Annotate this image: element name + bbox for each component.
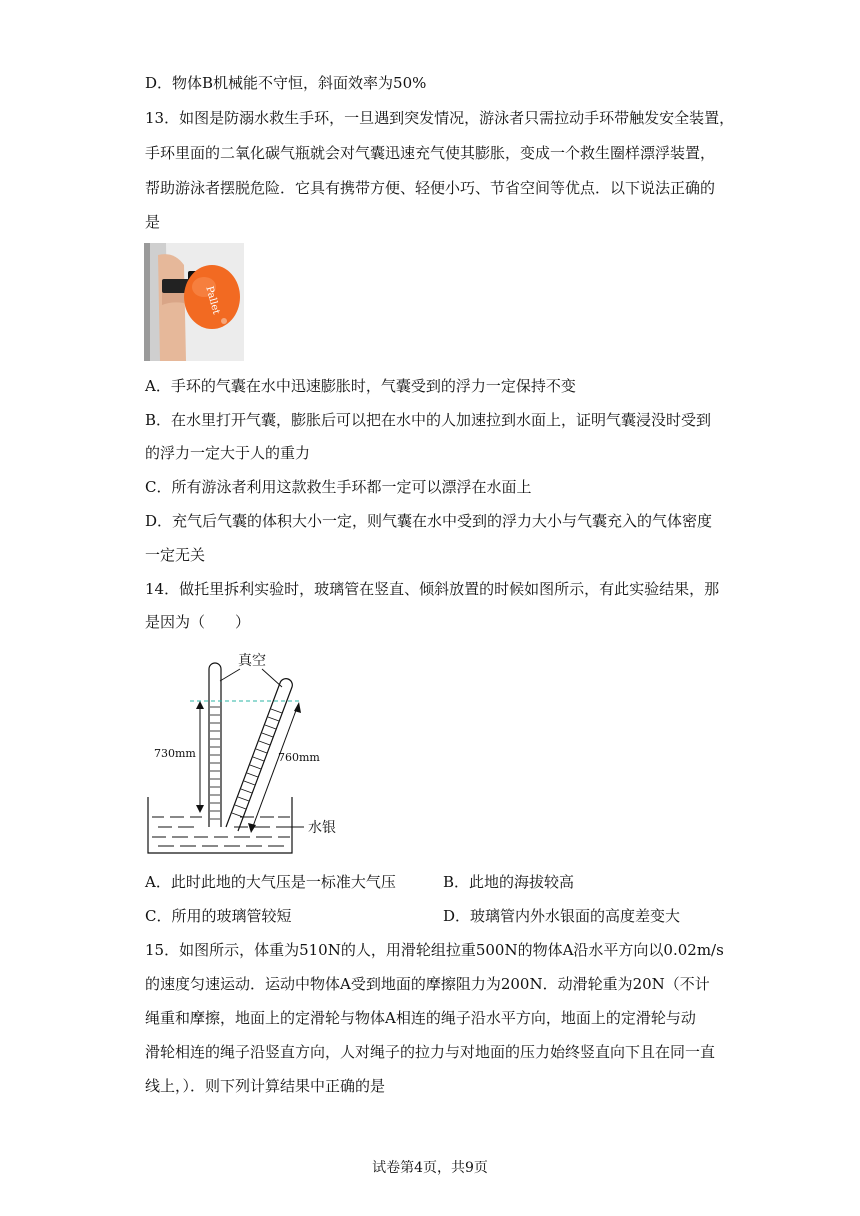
q13-stem-line: 帮助游泳者摆脱危险．它具有携带方便、轻便小巧、节省空间等优点．以下说法正确的 xyxy=(145,179,716,197)
q14-option-c: C．所用的玻璃管较短 xyxy=(145,907,292,925)
q14-option-b: B．此地的海拔较高 xyxy=(443,873,575,891)
page-footer: 试卷第4页，共9页 xyxy=(372,1160,488,1176)
q13-option-d-cont: 一定无关 xyxy=(145,546,206,564)
q15-stem-line: 绳重和摩擦，地面上的定滑轮与物体A相连的绳子沿水平方向，地面上的定滑轮与动 xyxy=(145,1009,696,1027)
q13-option-c: C．所有游泳者利用这款救生手环都一定可以漂浮在水面上 xyxy=(145,478,532,496)
q13-option-a: A．手环的气囊在水中迅速膨胀时，气囊受到的浮力一定保持不变 xyxy=(145,377,576,395)
q14-stem-line: 14．做托里拆利实验时，玻璃管在竖直、倾斜放置的时候如图所示，有此实验结果，那 xyxy=(145,580,720,598)
q13-option-b: B．在水里打开气囊，膨胀后可以把在水中的人加速拉到水面上，证明气囊浸没时受到 xyxy=(145,411,712,429)
q15-stem-line: 的速度匀速运动．运动中物体A受到地面的摩擦阻力为200N．动滑轮重为20N（不计 xyxy=(145,975,710,993)
q13-option-d: D．充气后气囊的体积大小一定，则气囊在水中受到的浮力大小与气囊充入的气体密度 xyxy=(145,512,713,530)
q13-stem-line: 13．如图是防溺水救生手环，一旦遇到突发情况，游泳者只需拉动手环带触发安全装置， xyxy=(145,109,735,127)
q13-option-b-cont: 的浮力一定大于人的重力 xyxy=(145,444,311,462)
q14-option-d: D．玻璃管内外水银面的高度差变大 xyxy=(443,907,681,925)
wristband-brand-text: Pallet xyxy=(203,285,222,316)
vacuum-label: 真空 xyxy=(238,653,266,669)
right-length-label: 760mm xyxy=(278,751,320,764)
lifesaving-wristband-photo xyxy=(144,243,244,361)
q14-option-a: A．此时此地的大气压是一标准大气压 xyxy=(145,873,396,891)
q14-stem-line: 是因为（ ） xyxy=(145,613,251,631)
left-height-label: 730mm xyxy=(154,747,196,760)
q13-stem-line: 是 xyxy=(145,213,161,231)
q15-stem-line: 线上，）．则下列计算结果中正确的是 xyxy=(145,1077,386,1095)
torricelli-diagram xyxy=(144,645,354,860)
q12-option-d: D．物体B机械能不守恒，斜面效率为50% xyxy=(145,74,427,92)
q13-stem-line: 手环里面的二氧化碳气瓶就会对气囊迅速充气使其膨胀，变成一个救生圈样漂浮装置， xyxy=(145,144,716,162)
q15-stem-line: 15．如图所示，体重为510N的人，用滑轮组拉重500N的物体A沿水平方向以0.02m/s xyxy=(145,941,724,959)
q15-stem-line: 滑轮相连的绳子沿竖直方向，人对绳子的拉力与对地面的压力始终竖直向下且在同一直 xyxy=(145,1043,716,1061)
mercury-label: 水银 xyxy=(308,820,336,836)
